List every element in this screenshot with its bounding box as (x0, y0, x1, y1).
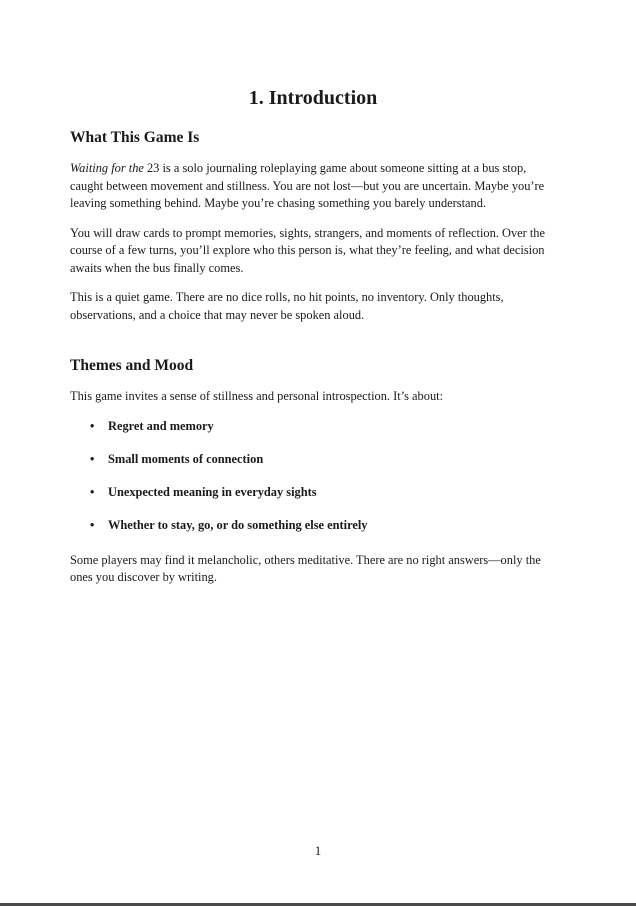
list-item-text: Regret and memory (108, 418, 214, 433)
page-content (70, 86, 556, 599)
section-heading-themes-and-mood: Themes and Mood (70, 357, 194, 374)
paragraph-game-description (70, 160, 556, 213)
game-title-italic: Waiting for the (70, 161, 144, 175)
chapter-title: 1. Introduction (248, 87, 378, 109)
page-number: 1 (314, 843, 322, 858)
bullet-icon: • (90, 484, 95, 499)
bullet-icon: • (90, 418, 95, 433)
section-spacer (70, 336, 556, 356)
bullet-icon: • (90, 451, 95, 466)
list-item (90, 451, 556, 468)
list-item-text: Whether to stay, go, or do something else entirely (108, 517, 368, 532)
game-title-number: 23 (143, 161, 160, 175)
list-item (90, 418, 556, 435)
paragraph-cards: You will draw cards to prompt memories, sights, strangers, and moments of reflection. Over the course of a few turns, you’ll explore who this person is, what they’re feeling, and what decision awaits when the bus finally comes. (70, 225, 545, 275)
list-item (90, 484, 556, 501)
paragraph-themes-intro: This game invites a sense of stillness and personal introspection. It’s about: (70, 389, 444, 403)
list-item-text: Unexpected meaning in everyday sights (108, 484, 317, 499)
section-heading-what-this-game-is: What This Game Is (70, 129, 200, 146)
paragraph-closing: Some players may find it melancholic, others meditative. There are no right answers—only the ones you discover by writing. (70, 552, 541, 584)
list-item (90, 517, 556, 534)
paragraph-quiet-game: This is a quiet game. There are no dice rolls, no hit points, no inventory. Only thoughts, observations, and a choice that may never be spoken aloud. (70, 290, 504, 322)
bullet-icon: • (90, 517, 95, 532)
themes-list (70, 418, 556, 534)
paragraph-game-description-text: is a solo journaling roleplaying game about someone sitting at a bus stop, caught between movement and stillness. You are not lost—but you are uncertain. Maybe you’re leaving something behind. Maybe you’re chasing something you barely understand. (70, 161, 545, 210)
list-item-text: Small moments of connection (108, 451, 264, 466)
